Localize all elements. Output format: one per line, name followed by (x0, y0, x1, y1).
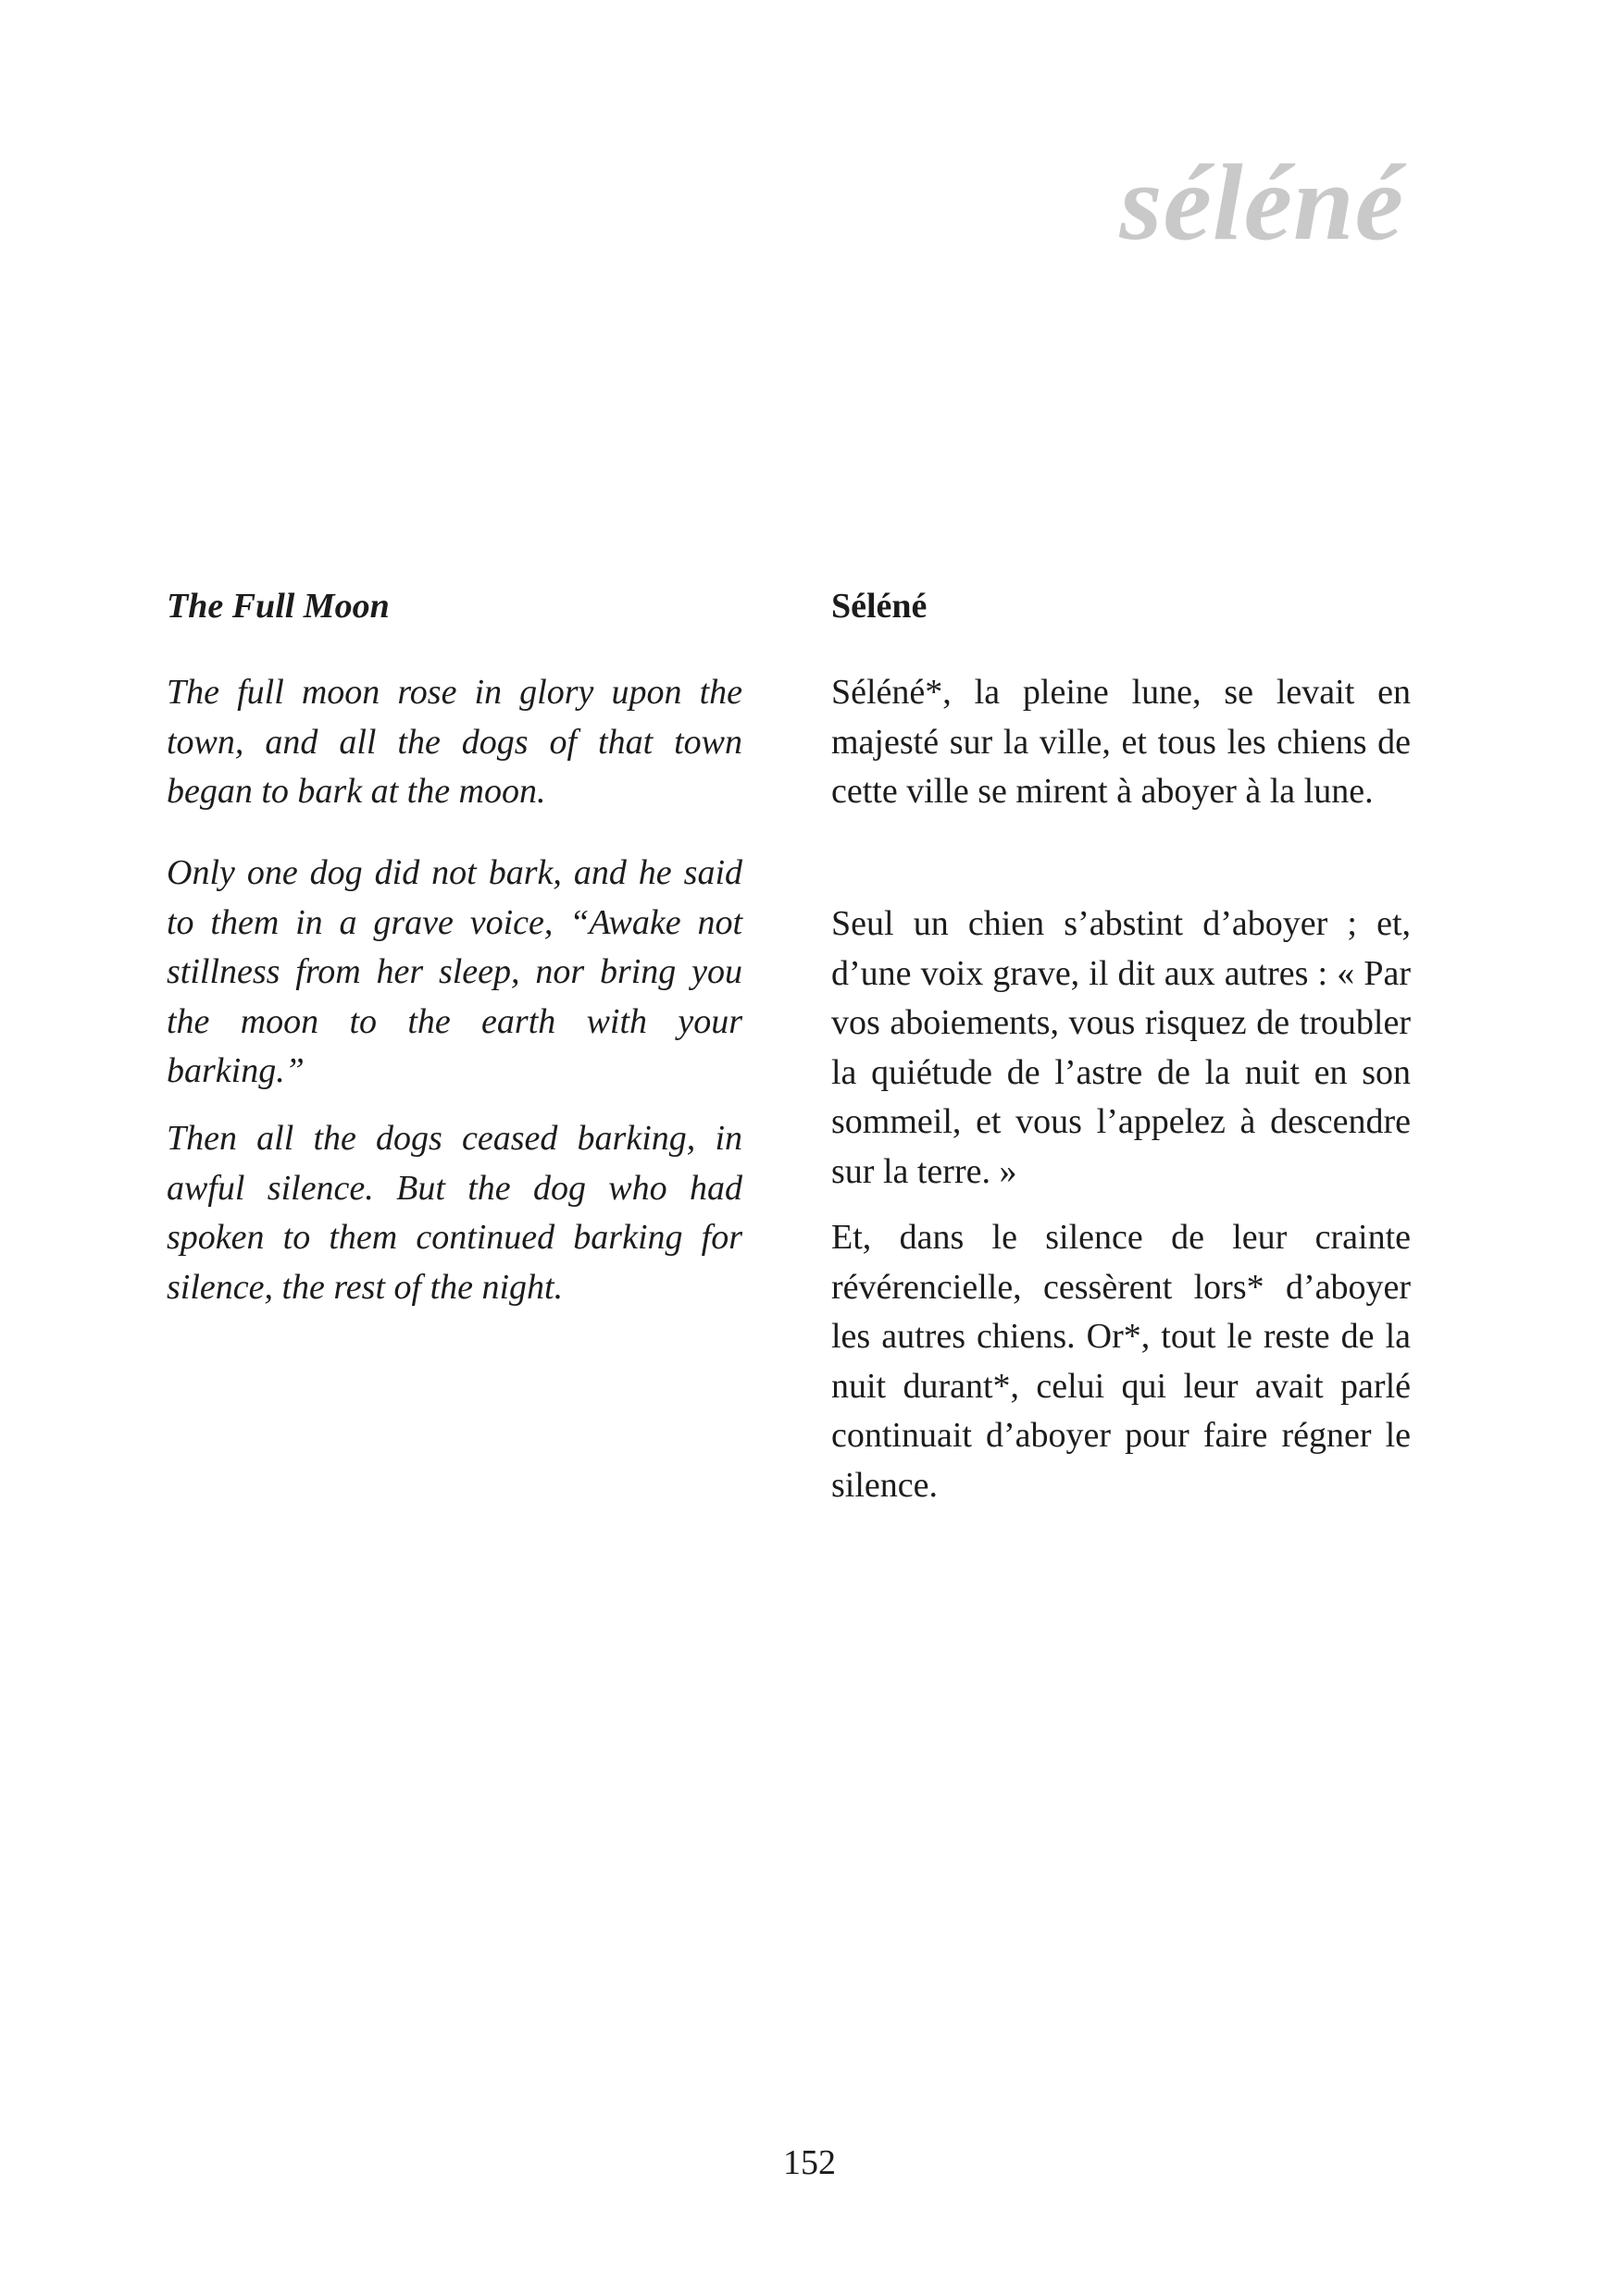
english-paragraph-3: Then all the dogs ceased barking, in awful silence. But the dog who had spoken to them continued barking for silence, the rest of the night. (167, 1119, 742, 1307)
french-paragraph-1: Séléné*, la pleine lune, se levait en majesté sur la ville, et tous les chiens de cette ville se mirent à aboyer à la lune. (831, 673, 1411, 811)
french-title: Séléné (831, 587, 928, 626)
running-head: séléné (1119, 142, 1404, 263)
french-paragraph-2: Seul un chien s’abstint d’aboyer ; et, d’une voix grave, il dit aux autres : « Par vos aboiements, vous risquez de troubler la quiétude de l’astre de la nuit en son sommeil, et vous l’appelez à descendre sur la terre. » (831, 904, 1411, 1191)
english-paragraph-1: The full moon rose in glory upon the town, and all the dogs of that town began to bark at the moon. (167, 673, 742, 811)
english-column (167, 581, 742, 1312)
english-title: The Full Moon (167, 587, 390, 626)
page-number: 152 (783, 2143, 836, 2182)
french-paragraph-3: Et, dans le silence de leur crainte révérencielle, cessèrent lors* d’aboyer les autres chiens. Or*, tout le reste de la nuit durant*, celui qui leur avait parlé continuait d’aboyer pour faire régner le silence. (831, 1218, 1411, 1505)
french-column (831, 581, 1411, 1510)
english-paragraph-2: Only one dog did not bark, and he said to them in a grave voice, “Awake not stillness from her sleep, nor bring you the moon to the earth with your barking.” (167, 853, 742, 1090)
